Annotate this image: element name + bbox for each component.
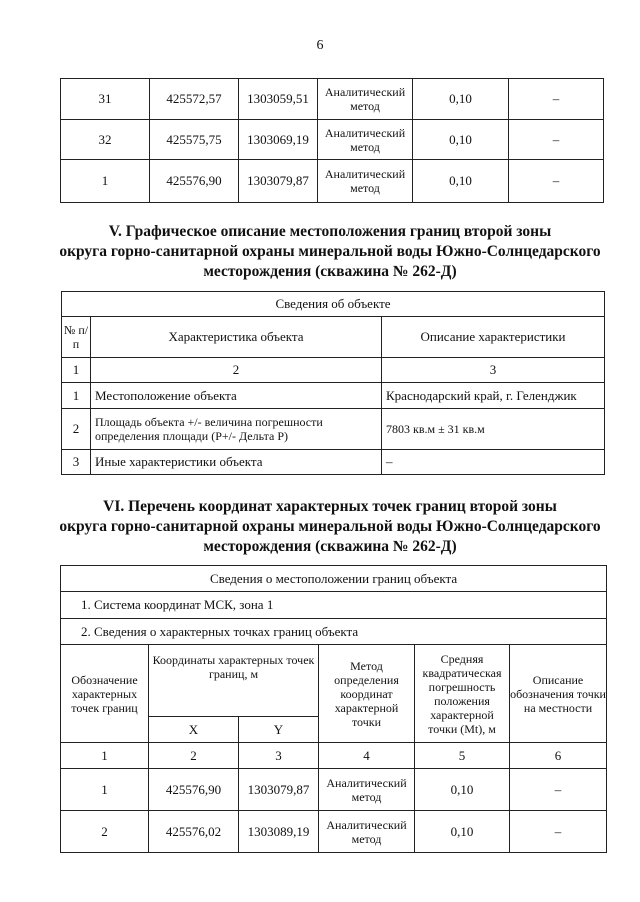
- table-row: [61, 811, 607, 853]
- y-coordinate: 1303079,87: [239, 769, 319, 811]
- index-cell: 4: [319, 743, 415, 769]
- method-cell: Аналитический метод: [318, 160, 413, 203]
- table-row: [61, 160, 604, 203]
- index-cell: 1: [62, 358, 91, 383]
- index-cell: 2: [91, 358, 382, 383]
- point-number: 1: [61, 769, 149, 811]
- row-number: 1: [62, 383, 91, 409]
- page-number: 6: [316, 38, 324, 53]
- description-cell: 7803 кв.м ± 31 кв.м: [382, 409, 605, 450]
- column-header-coordinates: Координаты характерных точек границ, м: [149, 645, 319, 717]
- description-cell: –: [509, 160, 604, 203]
- section-5-title-line: округа горно-санитарной охраны минеральной воды Южно-Солнцедарского: [59, 243, 601, 260]
- y-coordinate: 1303069,19: [239, 120, 318, 160]
- mt-value: 0,10: [413, 79, 509, 120]
- point-number: 32: [61, 120, 150, 160]
- column-header-description: Описание обозначения точки на местности: [510, 645, 607, 743]
- method-cell: Аналитический метод: [319, 811, 415, 853]
- section-6-title: [40, 497, 620, 557]
- point-number: 1: [61, 160, 150, 203]
- coordinate-system: 1. Система координат МСК, зона 1: [61, 592, 607, 619]
- column-header-y: Y: [239, 717, 319, 743]
- boundary-points-table: [60, 565, 607, 853]
- point-number: 31: [61, 79, 150, 120]
- table-row: [61, 120, 604, 160]
- section-5-title-line: месторождения (скважина № 262-Д): [203, 263, 457, 280]
- characteristic-cell: Местоположение объекта: [91, 383, 382, 409]
- index-cell: 3: [239, 743, 319, 769]
- method-cell: Аналитический метод: [318, 79, 413, 120]
- column-header-characteristic: Характеристика объекта: [91, 317, 382, 358]
- index-cell: 2: [149, 743, 239, 769]
- x-coordinate: 425572,57: [150, 79, 239, 120]
- row-number: 2: [62, 409, 91, 450]
- y-coordinate: 1303089,19: [239, 811, 319, 853]
- x-coordinate: 425576,02: [149, 811, 239, 853]
- description-cell: Краснодарский край, г. Геленджик: [382, 383, 605, 409]
- table-caption: Сведения о местоположении границ объекта: [61, 566, 607, 592]
- method-cell: Аналитический метод: [318, 120, 413, 160]
- section-5-title: [40, 222, 620, 282]
- description-cell: –: [509, 120, 604, 160]
- column-header-designation: Обозначение характерных точек границ: [61, 645, 149, 743]
- index-cell: 5: [415, 743, 510, 769]
- coordinates-table-continued: [60, 78, 604, 203]
- column-header-method: Метод определения координат характерной точки: [319, 645, 415, 743]
- object-info-table: [61, 291, 605, 475]
- y-coordinate: 1303079,87: [239, 160, 318, 203]
- table-caption: Сведения об объекте: [62, 292, 605, 317]
- description-cell: –: [382, 450, 605, 475]
- characteristic-cell: Иные характеристики объекта: [91, 450, 382, 475]
- method-cell: Аналитический метод: [319, 769, 415, 811]
- x-coordinate: 425575,75: [150, 120, 239, 160]
- mt-value: 0,10: [415, 769, 510, 811]
- y-coordinate: 1303059,51: [239, 79, 318, 120]
- index-cell: 1: [61, 743, 149, 769]
- points-caption: 2. Сведения о характерных точках границ объекта: [61, 619, 607, 645]
- description-cell: –: [509, 79, 604, 120]
- column-header-description: Описание характеристики: [382, 317, 605, 358]
- table-row: [61, 769, 607, 811]
- section-6-title-line: месторождения (скважина № 262-Д): [203, 538, 457, 555]
- row-number: 3: [62, 450, 91, 475]
- column-header-number: № п/п: [62, 317, 91, 358]
- section-6-title-line: VI. Перечень координат характерных точек границ второй зоны: [103, 498, 557, 515]
- index-cell: 6: [510, 743, 607, 769]
- mt-value: 0,10: [413, 120, 509, 160]
- characteristic-cell: Площадь объекта +/- величина погрешности определения площади (P+/- Дельта P): [91, 409, 382, 450]
- table-row: [62, 409, 605, 450]
- x-coordinate: 425576,90: [150, 160, 239, 203]
- column-header-x: X: [149, 717, 239, 743]
- index-cell: 3: [382, 358, 605, 383]
- x-coordinate: 425576,90: [149, 769, 239, 811]
- table-row: [62, 383, 605, 409]
- description-cell: –: [510, 811, 607, 853]
- table-row: [61, 79, 604, 120]
- section-6-title-line: округа горно-санитарной охраны минеральной воды Южно-Солнцедарского: [59, 518, 601, 535]
- mt-value: 0,10: [415, 811, 510, 853]
- column-header-mt: Средняя квадратическая погрешность положения характерной точки (Mt), м: [415, 645, 510, 743]
- section-5-title-line: V. Графическое описание местоположения границ второй зоны: [108, 223, 552, 240]
- point-number: 2: [61, 811, 149, 853]
- description-cell: –: [510, 769, 607, 811]
- mt-value: 0,10: [413, 160, 509, 203]
- table-row: [62, 450, 605, 475]
